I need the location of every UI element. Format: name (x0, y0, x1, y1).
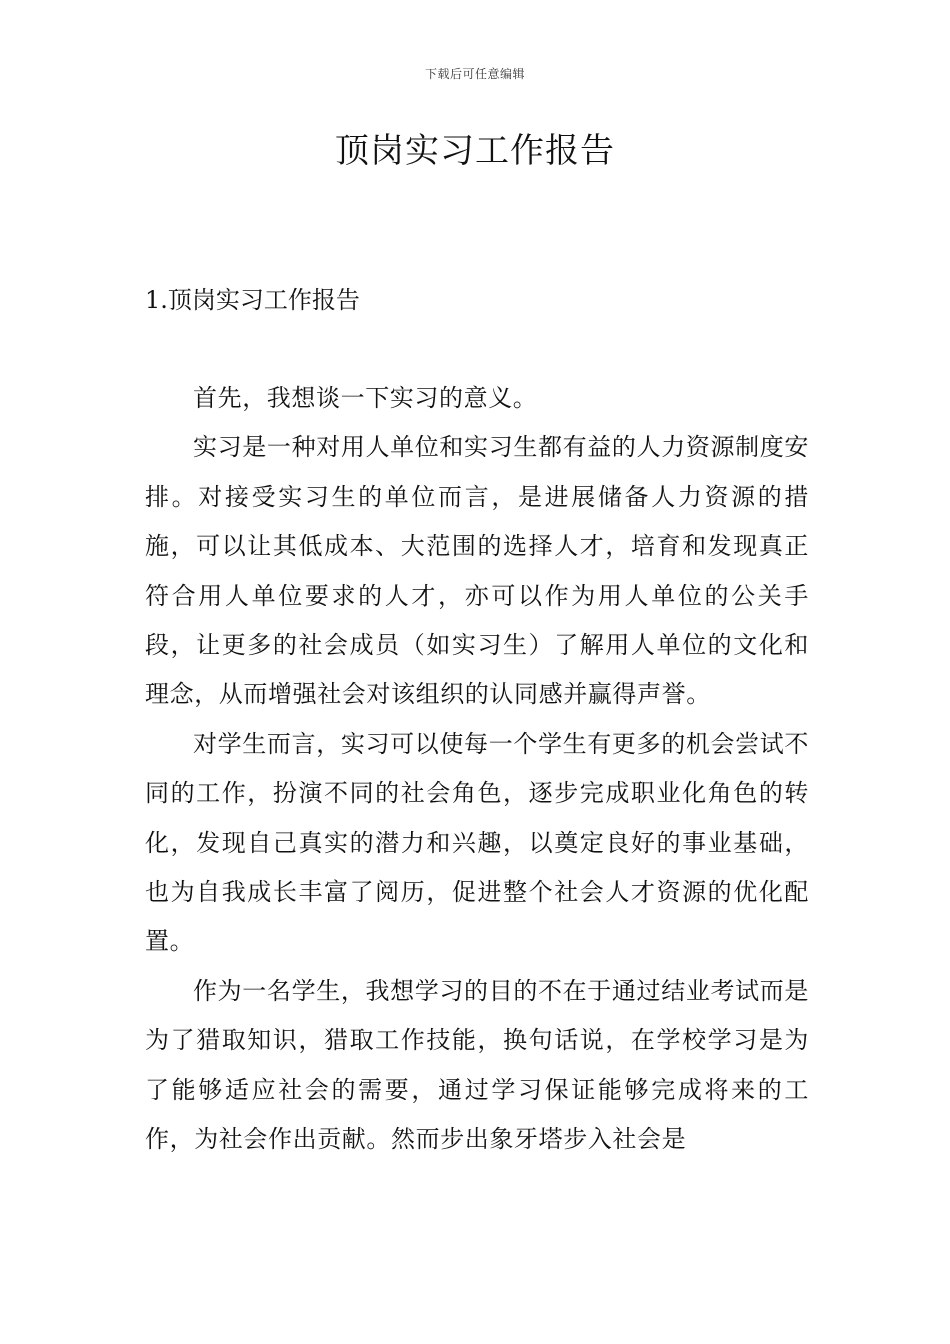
paragraph-student-benefit: 对学生而言，实习可以使每一个学生有更多的机会尝试不同的工作，扮演不同的社会角色，逐步完成职业化角色的转化，发现自己真实的潜力和兴趣，以奠定良好的事业基础，也为自我成长丰富了阅历，促进整个社会人才资源的优化配置。 (145, 729, 809, 956)
paragraph-internship-meaning: 实习是一种对用人单位和实习生都有益的人力资源制度安排。对接受实习生的单位而言，是进展储备人力资源的措施，可以让其低成本、大范围的选择人才，培育和发现真正符合用人单位要求的人才，亦可以作为用人单位的公关手段，让更多的社会成员（如实习生）了解用人单位的文化和理念，从而增强社会对该组织的认同感并赢得声誉。 (145, 433, 809, 709)
header-note: 下载后可任意编辑 (424, 67, 525, 81)
paragraph-learning-purpose: 作为一名学生，我想学习的目的不在于通过结业考试而是为了猎取知识，猎取工作技能，换句话说，在学校学习是为了能够适应社会的需要，通过学习保证能够完成将来的工作，为社会作出贡献。然而步出象牙塔步入社会是 (145, 976, 809, 1154)
body-text (145, 374, 809, 1165)
paragraph-intro: 首先，我想谈一下实习的意义。 (193, 384, 538, 412)
section-heading: 1.顶岗实习工作报告 (145, 286, 360, 314)
document-title: 顶岗实习工作报告 (335, 131, 615, 171)
